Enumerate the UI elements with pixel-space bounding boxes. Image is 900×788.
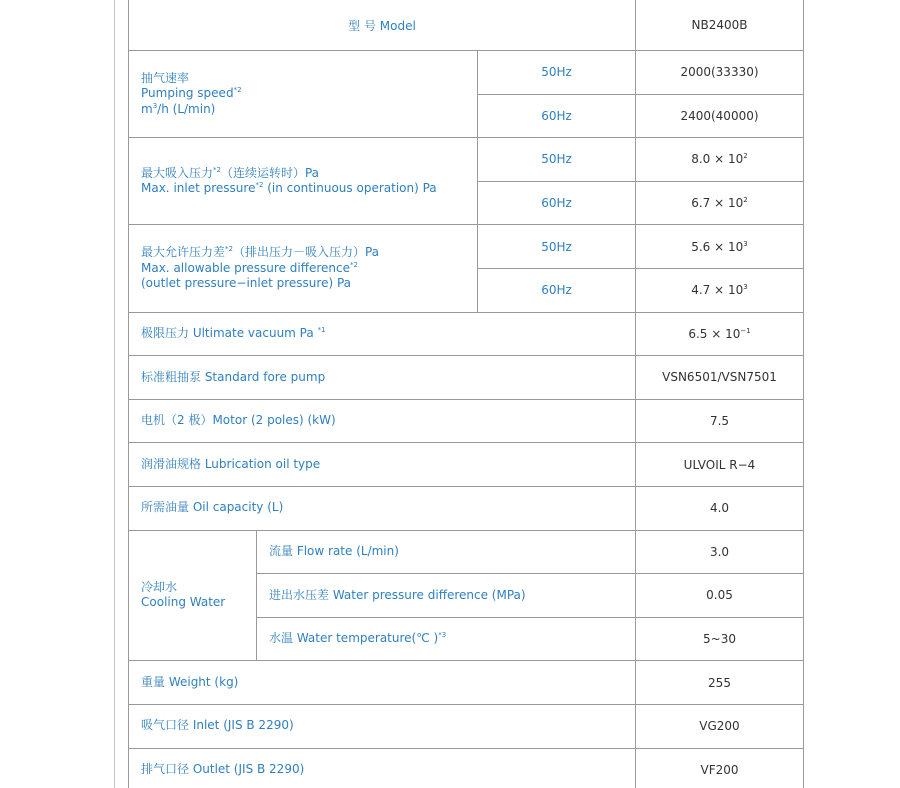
cooling-water-label-en: Cooling Water [141,595,226,610]
page-guide-line [114,0,115,788]
freq-50hz: 50Hz [478,138,636,182]
cooling-flow-label: 流量 Flow rate (L/min) [257,530,636,574]
freq-60hz: 60Hz [478,268,636,312]
pumping-speed-value-50: 2000(33330) [636,51,804,95]
footnote-mark: *1 [317,326,326,335]
ultimate-vacuum-value: $6.5 \times 10^{-1}$ [636,312,804,356]
footnote-mark: *2 [213,165,221,174]
model-value: NB2400B [636,0,804,51]
max-inlet-label-zh: 最大吸入压力 [141,165,214,180]
oil-capacity-label: 所需油量 Oil capacity (L) [129,486,636,530]
table-row-weight [129,661,804,705]
footnote-mark: *3 [438,631,447,640]
footnote-mark: *2 [225,245,233,254]
motor-label: 电机（2 极）Motor (2 poles) (kW) [129,399,636,443]
pumping-speed-label-en: Pumping speed [141,86,234,101]
table-row-outlet [129,748,804,788]
max-inlet-label-en: Max. inlet pressure [141,181,256,196]
table-row-motor [129,399,804,443]
cooling-water-label-zh: 冷却水 [141,579,178,594]
cooling-pressure-label: 进出水压差 Water pressure difference (MPa) [257,574,636,618]
footnote-mark: *2 [350,260,358,269]
cooling-temp-label: 水温 Water temperature(℃ )$^{*3}$ [257,617,636,661]
table-row-ultimate-vacuum [129,312,804,356]
oil-type-value: ULVOIL R−4 [636,443,804,487]
max-diff-label-en-line3: (outlet pressure−inlet pressure) Pa [141,276,352,291]
oil-type-label: 润滑油规格 Lubrication oil type [129,443,636,487]
inlet-label: 吸气口径 Inlet (JIS B 2290) [129,704,636,748]
table-row-inlet [129,704,804,748]
max-diff-value-50: $5.6 \times 10^3$ [636,225,804,269]
table-row-max-inlet-50 [129,138,804,182]
cooling-water-label [129,530,257,661]
spec-table [128,0,804,788]
table-row-max-diff-50 [129,225,804,269]
freq-50hz: 50Hz [478,51,636,95]
freq-50hz: 50Hz [478,225,636,269]
max-inlet-value-50: $8.0 \times 10^2$ [636,138,804,182]
max-inlet-label [129,138,478,225]
fore-pump-label: 标准粗抽泵 Standard fore pump [129,356,636,400]
max-diff-label-zh: 最大允许压力差 [141,245,226,260]
cooling-flow-value: 3.0 [636,530,804,574]
max-inlet-label-en-suffix: (in continuous operation) Pa [263,181,437,196]
cooling-temp-value: 5~30 [636,617,804,661]
freq-60hz: 60Hz [478,94,636,138]
max-diff-value-60: $4.7 \times 10^3$ [636,268,804,312]
pumping-speed-label [129,51,478,138]
footnote-mark: *2 [255,181,264,190]
max-diff-label-en: Max. allowable pressure difference [141,260,351,275]
table-row-model [129,0,804,51]
max-diff-label [129,225,478,312]
footnote-mark: *2 [233,86,242,95]
table-row-pumping-speed-50 [129,51,804,95]
pumping-speed-label-zh: 抽气速率 [141,70,190,85]
max-inlet-label-zh-suffix: （连续运转时）Pa [220,165,320,180]
table-row-oil-type [129,443,804,487]
outlet-label: 排气口径 Outlet (JIS B 2290) [129,748,636,788]
max-inlet-value-60: $6.7 \times 10^2$ [636,181,804,225]
pumping-speed-value-60: 2400(40000) [636,94,804,138]
outlet-value: VF200 [636,748,804,788]
max-diff-label-zh-suffix: （排出压力－吸入压力）Pa [232,245,380,260]
freq-60hz: 60Hz [478,181,636,225]
motor-value: 7.5 [636,399,804,443]
unit-prefix: m [141,101,153,116]
fore-pump-value: VSN6501/VSN7501 [636,356,804,400]
inlet-value: VG200 [636,704,804,748]
cooling-pressure-value: 0.05 [636,574,804,618]
weight-label: 重量 Weight (kg) [129,661,636,705]
table-row-fore-pump [129,356,804,400]
table-row-oil-capacity [129,486,804,530]
unit-suffix: /h (L/min) [157,101,216,116]
model-label: 型 号 Model [129,0,636,51]
oil-capacity-value: 4.0 [636,486,804,530]
ultimate-vacuum-label: 极限压力 Ultimate vacuum Pa $^{*1}$ [129,312,636,356]
unit-exponent: 3 [152,101,158,110]
weight-value: 255 [636,661,804,705]
table-row-cooling-flow [129,530,804,574]
